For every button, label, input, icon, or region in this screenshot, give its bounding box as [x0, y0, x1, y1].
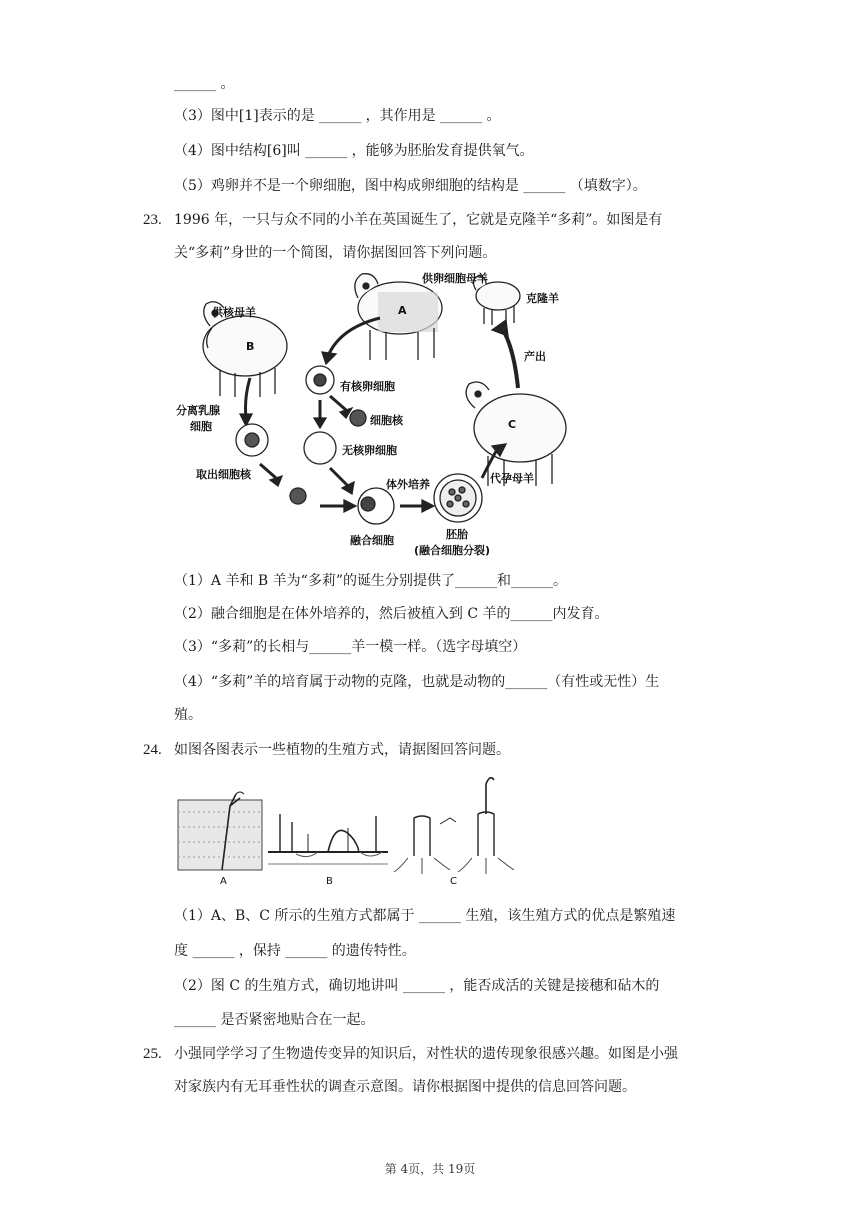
- question-24-part-1: （1）A、B、C 所示的生殖方式都属于 ______ 生殖，该生殖方式的优点是繁殖速: [174, 908, 676, 924]
- question-25-number: 25.: [143, 1046, 162, 1062]
- question-23-part-3: （3）“多莉”的长相与______羊一模一样。（选字母填空）: [174, 639, 527, 655]
- fused-cell-label: 融合细胞: [350, 534, 394, 547]
- question-24-part-1-cont: 度 ______ ，保持 ______ 的遗传特性。: [174, 943, 416, 959]
- separate-cells-label-2: 细胞: [190, 420, 212, 433]
- question-22-part-5: （5）鸡卵并不是一个卵细胞，图中构成卵细胞的结构是 ______ （填数字）。: [174, 178, 647, 194]
- clone-sheep-label: 克隆羊: [526, 292, 559, 305]
- question-23-part-1: （1）A 羊和 B 羊为“多莉”的诞生分别提供了______和______。: [174, 573, 567, 589]
- question-23-stem-cont: 关“多莉”身世的一个简图，请你据图回答下列问题。: [174, 245, 497, 261]
- question-23-part-4-cont: 殖。: [174, 707, 202, 723]
- figure-a-cutting: [178, 792, 262, 870]
- question-23-stem: 1996 年，一只与众不同的小羊在英国诞生了，它就是克隆羊“多莉”。如图是有: [174, 212, 663, 228]
- question-24-stem: 如图各图表示一些植物的生殖方式，请据图回答问题。: [174, 742, 510, 758]
- page-footer: 第 4页，共 19页: [384, 1162, 476, 1176]
- answer-blank-line: ______ 。: [174, 76, 235, 92]
- question-23-part-4: （4）“多莉”羊的培育属于动物的克隆，也就是动物的______（有性或无性）生: [174, 674, 660, 690]
- figure-c-grafting: [394, 778, 514, 874]
- sheep-a-letter: A: [398, 304, 407, 317]
- donor-egg-sheep-label: 供卵细胞母羊: [422, 272, 488, 285]
- in-vitro-label: 体外培养: [386, 478, 430, 491]
- embryo-note-label: (融合细胞分裂): [414, 544, 491, 557]
- separate-cells-label-1: 分离乳腺: [176, 404, 220, 417]
- sheep-c-illustration: [466, 382, 566, 486]
- question-25-stem: 小强同学学习了生物遗传变异的知识后，对性状的遗传现象很感兴趣。如图是小强: [174, 1046, 678, 1062]
- nucleated-egg-label: 有核卵细胞: [340, 380, 395, 393]
- question-23-part-2: （2）融合细胞是在体外培养的，然后被植入到 C 羊的______内发育。: [174, 606, 609, 622]
- surrogate-label: 代孕母羊: [490, 472, 534, 485]
- figure-b-letter: B: [326, 876, 333, 887]
- donor-nucleus-sheep-label: 供核母羊: [212, 306, 256, 319]
- produce-label: 产出: [524, 350, 546, 363]
- question-24-number: 24.: [143, 742, 162, 758]
- nucleus-label: 细胞核: [370, 414, 403, 427]
- question-24-part-2: （2）图 C 的生殖方式，确切地讲叫 ______ ，能否成活的关键是接穗和砧木的: [174, 978, 660, 994]
- embryo-label: 胚胎: [446, 528, 468, 541]
- question-24-part-2-cont: ______ 是否紧密地贴合在一起。: [174, 1012, 375, 1028]
- question-23-number: 23.: [143, 212, 162, 228]
- figure-a-letter: A: [220, 876, 227, 887]
- sheep-b-letter: B: [246, 340, 255, 353]
- enucleated-egg-label: 无核卵细胞: [342, 444, 397, 457]
- clone-sheep-diagram: [176, 268, 610, 568]
- plant-reproduction-diagram: [178, 772, 538, 890]
- question-25-stem-cont: 对家族内有无耳垂性状的调查示意图。请你根据图中提供的信息回答问题。: [174, 1079, 636, 1095]
- question-22-part-3: （3）图中[1]表示的是 ______ ，其作用是 ______ 。: [174, 108, 501, 124]
- figure-b-layering: [268, 814, 388, 864]
- question-22-part-4: （4）图中结构[6]叫 ______ ，能够为胚胎发育提供氧气。: [174, 143, 534, 159]
- take-nucleus-label: 取出细胞核: [196, 468, 251, 481]
- figure-c-letter: C: [450, 876, 457, 887]
- sheep-c-letter: C: [508, 418, 517, 431]
